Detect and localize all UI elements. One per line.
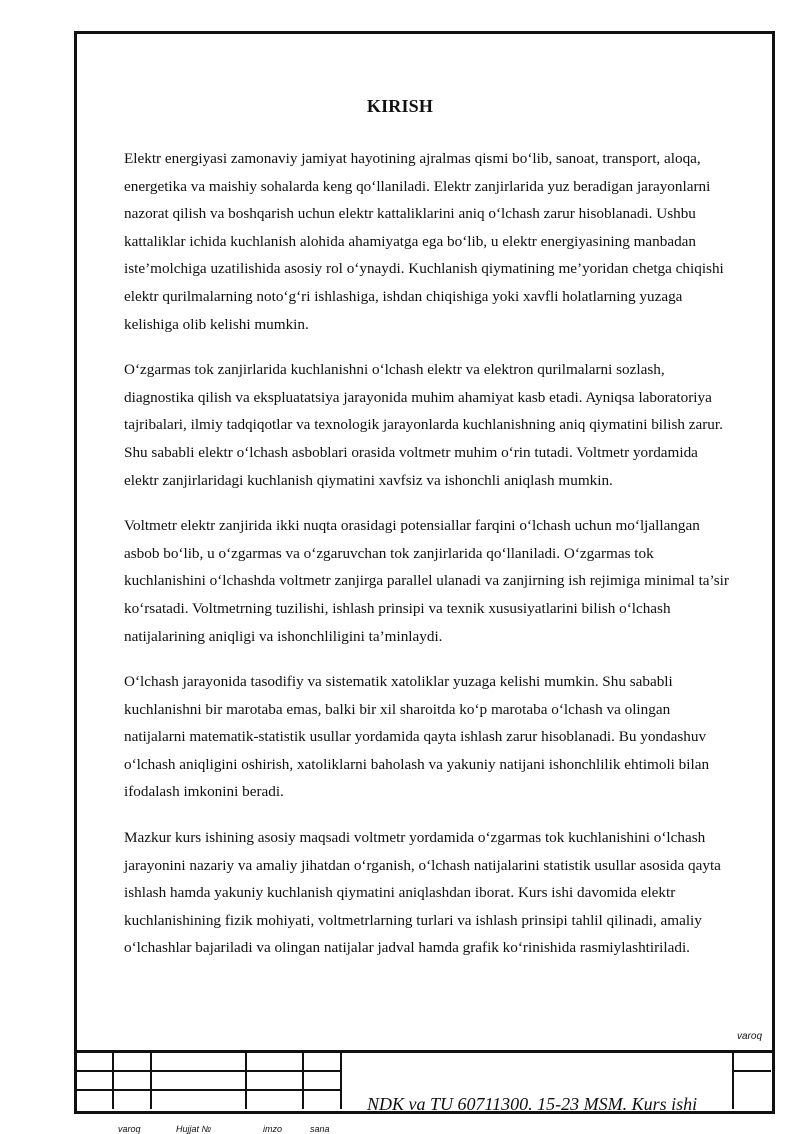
column-label-date: sana (310, 1124, 330, 1134)
page-title: KIRISH (366, 96, 434, 116)
paragraph-2: O‘zgarmas tok zanjirlarida kuchlanishni o‘lchash elektr va elektron qurilmalarni sozlash, diagnostika qilish va ekspluatatsiya jarayonida muhim ahamiyat kasb etadi. Ayniqsa laboratoriya tajribalari, ilmiy tadqiqotlar va texnologik jarayonlarda kuchlanishning aniq qiymatini bilish zarur. Shu sababli elektr o‘lchash asboblari orasida voltmetr muhim o‘rin tutadi. Voltmetr yordamida elektr zanjirlaridagi kuchlanish qiymatini xavfsiz va ishonchli aniqlash mumkin. (124, 361, 723, 489)
paragraph-1: Elektr energiyasi zamonaviy jamiyat hayotining ajralmas qismi bo‘lib, sanoat, transport, aloqa, energetika va maishiy sohalarda keng qo‘llaniladi. Elektr zanjirlarida yuz beradigan jarayonlarni nazorat qilish va boshqarish uchun elektr kattaliklarini aniq o‘lchash zarur hisoblanadi. Ushbu kattaliklar ichida kuchlanish alohida ahamiyatga ega bo‘lib, u elektr energiyasining manbadan iste’molchiga uzatilishida asosiy rol o‘ynaydi. Kuchlanish qiymatining me’yoridan chetga chiqishi elektr qurilmalarning noto‘g‘ri ishlashiga, ishdan chiqishiga yoki xavfli holatlarning yuzaga kelishiga olib kelishi mumkin. (124, 150, 724, 333)
paragraph-3: Voltmetr elektr zanjirida ikki nuqta orasidagi potensiallar farqini o‘lchash uchun mo‘ljallangan asbob bo‘lib, u o‘zgarmas va o‘zgaruvchan tok zanjirlarida qo‘llaniladi. O‘zgarmas tok kuchlanishini o‘lchashda voltmetr zanjirga parallel ulanadi va zanjirning ish rejimiga minimal ta’sir ko‘rsatadi. Voltmetrning tuzilishi, ishlash prinsipi va texnik xususiyatlarini bilish o‘lchash natijalarining aniqligi va ishonchliligini ta’minlaydi. (124, 517, 729, 645)
column-label-varoq: varoq (118, 1124, 141, 1134)
title-block-row-line (74, 1089, 342, 1091)
document-body (124, 145, 729, 980)
title-block-divider (150, 1052, 152, 1109)
sheet-label: varoq (737, 1031, 763, 1042)
title-block-top-border (74, 1050, 772, 1053)
column-label-document-number: Hujjat № (176, 1124, 212, 1134)
title-block-divider (245, 1052, 247, 1109)
column-label-signature: imzo (263, 1124, 283, 1134)
title-block-divider (340, 1052, 342, 1109)
title-block-divider (732, 1052, 734, 1109)
title-block-row-line (74, 1070, 342, 1072)
title-block-divider (112, 1052, 114, 1109)
title-block-divider (302, 1052, 304, 1109)
document-code: NDK va TU 60711300. 15-23 MSM. Kurs ishi (367, 1094, 698, 1114)
title-block-row-line (733, 1070, 771, 1072)
paragraph-5: Mazkur kurs ishining asosiy maqsadi voltmetr yordamida o‘zgarmas tok kuchlanishini o‘lchash jarayonini nazariy va amaliy jihatdan o‘rganish, o‘lchash natijalarini statistik usullar asosida qayta ishlash hamda yakuniy kuchlanish qiymatini aniqlashdan iborat. Kurs ishi davomida elektr kuchlanishining fizik mohiyati, voltmetrlarning turlari va ishlash prinsipi tahlil qilinadi, amaliy o‘lchashlar bajariladi va olingan natijalar jadval hamda grafik ko‘rinishida rasmiylashtiriladi. (124, 829, 721, 957)
paragraph-4: O‘lchash jarayonida tasodifiy va sistematik xatoliklar yuzaga kelishi mumkin. Shu sababli kuchlanishni bir marotaba emas, balki bir xil sharoitda ko‘p marotaba o‘lchash va olingan natijalarni matematik-statistik usullar yordamida qayta ishlash zarur hisoblanadi. Bu yondashuv o‘lchash aniqligini oshirish, xatoliklarni baholash va yakuniy natijani ishonchlilik ehtimoli bilan ifodalash imkonini beradi. (124, 673, 710, 801)
